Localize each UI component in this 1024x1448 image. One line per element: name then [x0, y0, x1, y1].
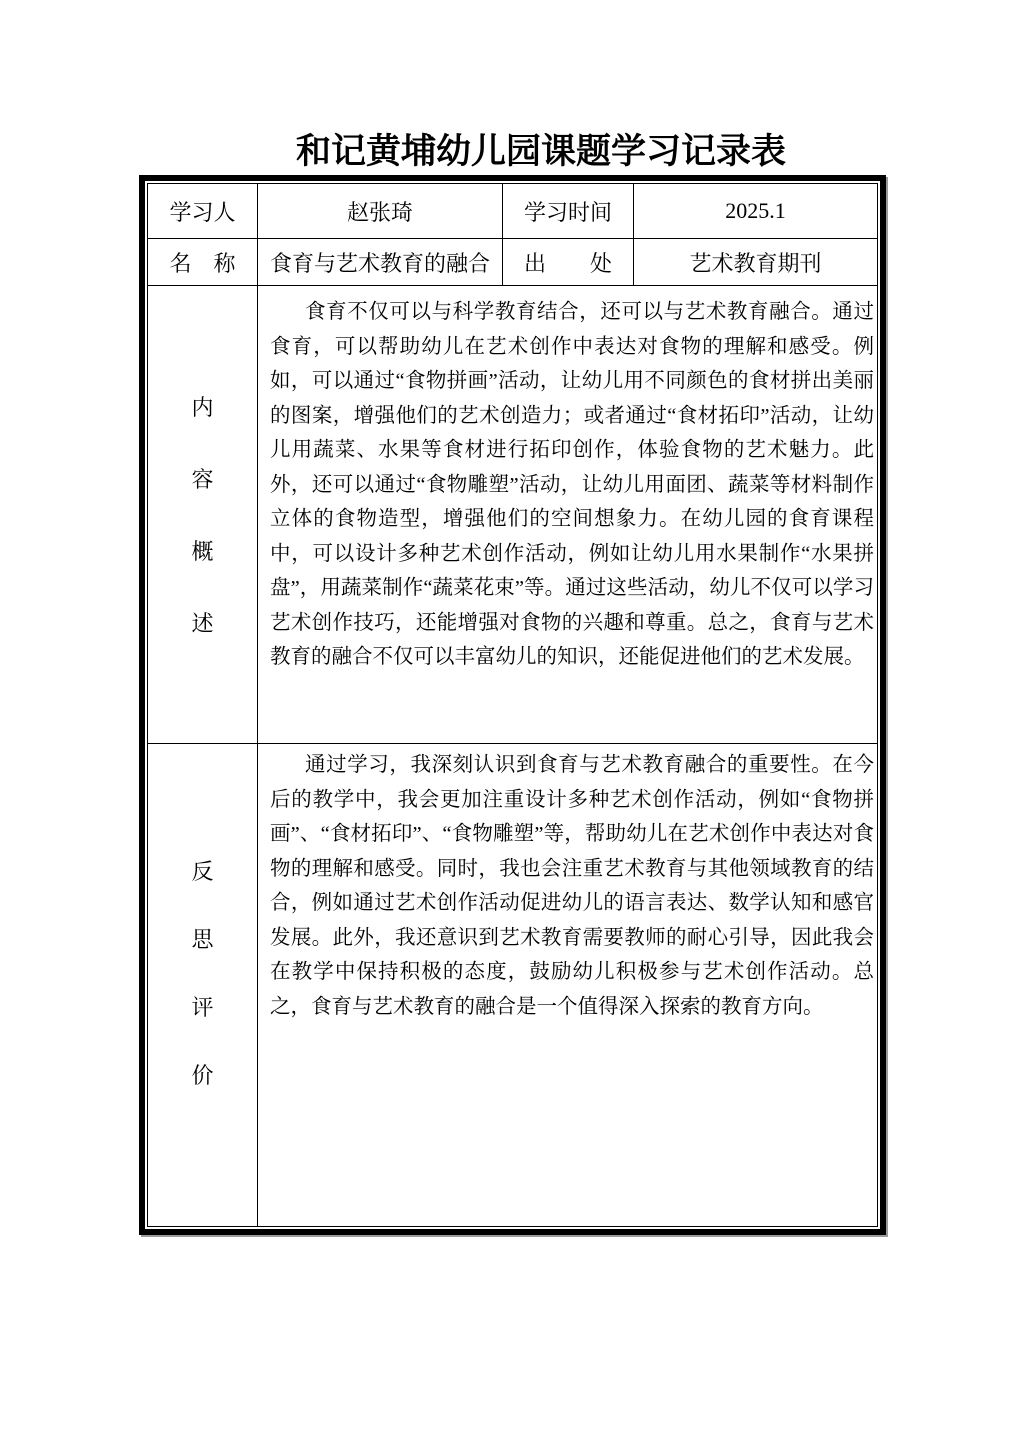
source-value-cell: 艺术教育期刊 [634, 239, 877, 286]
reflection-label-char: 思 [191, 926, 214, 952]
reflection-cell [258, 744, 877, 1226]
content-summary-label-cell [148, 286, 258, 744]
reflection-label-char: 价 [191, 1062, 214, 1088]
page-title: 和记黄埔幼儿园课题学习记录表 [295, 132, 786, 172]
record-table [147, 183, 878, 1227]
content-summary-label-char: 内 [191, 395, 214, 420]
learner-value-cell: 赵张琦 [258, 184, 503, 239]
study-time-value-cell: 2025.1 [634, 184, 877, 239]
learner-label-cell: 学习人 [148, 184, 258, 239]
content-summary-label-char: 容 [191, 467, 214, 492]
reflection-label-char: 评 [191, 994, 214, 1020]
content-summary-cell [258, 286, 877, 744]
study-time-label-cell: 学习时间 [503, 184, 634, 239]
reflection-label-cell [148, 744, 258, 1226]
topic-name-label-cell: 名 称 [148, 239, 258, 286]
topic-name-value-cell: 食育与艺术教育的融合 [258, 239, 503, 286]
record-table-frame [139, 175, 886, 1235]
content-summary-text: 食育不仅可以与科学教育结合，还可以与艺术教育融合。通过食育，可以帮助幼儿在艺术创作中表达对食物的理解和感受。例如，可以通过“食物拼画”活动，让幼儿用不同颜色的食材拼出美丽的图案，增强他们的艺术创造力；或者通过“食材拓印”活动，让幼儿用蔬菜、水果等食材进行拓印创作，体验食物的艺术魅力。此外，还可以通过“食物雕塑”活动，让幼儿用面团、蔬菜等材料制作立体的食物造型，增强他们的空间想象力。在幼儿园的食育课程中，可以设计多种艺术创作活动，例如让幼儿用水果制作“水果拼盘”，用蔬菜制作“蔬菜花束”等。通过这些活动，幼儿不仅可以学习艺术创作技巧，还能增强对食物的兴趣和尊重。总之，食育与艺术教育的融合不仅可以丰富幼儿的知识，还能促进他们的艺术发展。 [270, 301, 874, 668]
reflection-label-char: 反 [191, 858, 214, 884]
reflection-text: 通过学习，我深刻认识到食育与艺术教育融合的重要性。在今后的教学中，我会更加注重设计多种艺术创作活动，例如“食物拼画”、“食材拓印”、“食物雕塑”等，帮助幼儿在艺术创作中表达对食物的理解和感受。同时，我也会注重艺术教育与其他领域教育的结合，例如通过艺术创作活动促进幼儿的语言表达、数学认知和感官发展。此外，我还意识到艺术教育需要教师的耐心引导，因此我会在教学中保持积极的态度，鼓励幼儿积极参与艺术创作活动。总之，食育与艺术教育的融合是一个值得深入探索的教育方向。 [270, 754, 874, 1018]
source-label-cell: 出 处 [503, 239, 634, 286]
content-summary-label-char: 概 [191, 539, 214, 564]
content-summary-label-char: 述 [191, 611, 214, 636]
